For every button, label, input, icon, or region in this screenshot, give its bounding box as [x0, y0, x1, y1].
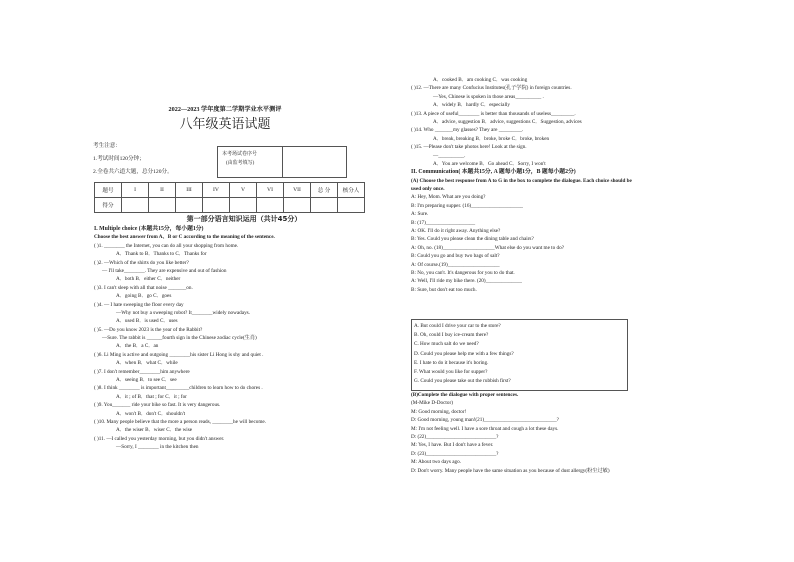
choice-item: C. How much salt do we need? [414, 341, 479, 348]
score-header-cell: IV [203, 183, 230, 198]
answer-options: A．the wiser B．wiser C．the wise [116, 427, 193, 434]
left-column [94, 225, 275, 452]
score-header-row [95, 183, 365, 198]
exam-subtitle: 2022—2023 学年度第二学期学业水平测评 [168, 106, 282, 113]
score-header-cell: VI [257, 183, 284, 198]
dialogue-line: B: Could you go and buy two bags of salt? [411, 253, 500, 260]
score-cell [257, 198, 284, 213]
score-value-row [95, 198, 365, 213]
score-header-cell: VII [284, 183, 311, 198]
choice-list [414, 322, 514, 386]
score-header-cell: 题号 [95, 183, 122, 198]
question-line: ( )10. Many people believe that the more a person reads, ________he will become. [94, 418, 266, 425]
code-box-label: 本考场试卷序号 [222, 152, 258, 157]
answer-options: A．it ; of B．that ; for C．it ; for [116, 393, 187, 400]
score-cell [284, 198, 311, 213]
notes-line: 2.全卷共六道大题，总分120分。 [93, 169, 173, 175]
question-line: ( )7. I don't remember________him anywhere [94, 368, 190, 375]
section-heading: I. Multiple choice (本题共15分，每小题1分) [94, 226, 204, 232]
choice-box [411, 319, 628, 391]
choice-item: A. But could I drive your car to the store? [414, 323, 501, 329]
answer-options: A．widely B．hardly C．especially [433, 102, 510, 109]
answer-options: A．seeing B．to see C．see [116, 377, 177, 384]
score-header-cell: V [230, 183, 257, 198]
answer-options: A．advice, suggestion B．advice, suggestions C．Suggestion, advices [433, 118, 582, 125]
dialogue-line: M: About two days ago. [411, 459, 461, 466]
question-line: —Why not buy a sweeping robot? It________widely nowadays. [116, 309, 250, 316]
question-line: ( )9. You_______ ride your bike so fast. It is very dangerous. [94, 402, 221, 409]
dialogue-line: A: Hey, Mom. What are you doing? [411, 194, 486, 201]
section-heading: II. Communication( 本题共15分, A 题每小题1分，B 题每小题2分) [411, 169, 576, 176]
score-row-label: 得分 [95, 198, 122, 213]
right-column-tail [411, 391, 610, 475]
code-box-divider [282, 147, 283, 177]
dialogue-line: B: Yes. Could you please clean the dining table and chairs? [411, 236, 534, 243]
answer-options: A．used B．is used C．uses [116, 318, 178, 325]
dialogue-line: D: Don't worry. Many people have the same situation as you because of dust allergy(粉尘过敏) [411, 467, 610, 474]
dialogue-line: A: Of course.(19)____________________ [411, 261, 500, 268]
score-cell [176, 198, 203, 213]
score-header-cell: III [176, 183, 203, 198]
part1-title: 第一部分语言知识运用（共计45分） [186, 215, 302, 223]
question-line: ( )5. —Do you know 2023 is the year of the Rabbit? [94, 326, 203, 333]
dialogue-line: B: I'm preparing supper. (16)____________________ [411, 202, 524, 209]
exam-title: 八年级英语试题 [179, 117, 271, 132]
score-cell [230, 198, 257, 213]
question-line: ( )3. I can't sleep with all that noise _______on. [94, 284, 193, 291]
score-cell [149, 198, 176, 213]
score-header-cell: 核分人 [338, 183, 365, 198]
question-line: ( )13. A piece of useful________ is better than thousands of useless_________. [411, 110, 576, 117]
notes-heading: 考生注意： [93, 143, 121, 149]
right-column [411, 76, 632, 294]
choice-item: D. Could you please help me with a few things? [414, 350, 514, 357]
dialogue-line: A: OK. I'll do it right away. Anything else? [411, 228, 501, 235]
dialogue-line: A: Oh, no. (18)____________________What else do you want me to do? [411, 244, 565, 251]
choice-item: G. Could you please take out the rubbish first? [414, 378, 511, 385]
question-line: ( )12. —There are many Confucius Institutes(孔子学院) in foreign countries. [411, 85, 572, 92]
choice-item: B. Oh, could I buy ice-cream there? [414, 332, 489, 339]
question-line: —__________. [433, 152, 466, 159]
score-header-cell: II [149, 183, 176, 198]
code-box-note: (由监考填写) [226, 161, 255, 166]
dialogue-line: A: Sure. [411, 211, 429, 218]
dialogue-line: B: No, you can't. It's dangerous for you to do that. [411, 269, 515, 276]
exam-code-box [217, 146, 347, 178]
question-line: ( )2. —Which of the shirts do you like better? [94, 259, 189, 266]
dialogue-line: D: (23)___________________________? [411, 450, 499, 457]
dialogue-line: B: Sure, but don't eat too much. [411, 286, 477, 293]
section-instruction: Choose the best answer from A、B or C according to the meaning of the sentence. [94, 234, 275, 241]
question-line: — I'll take________. They are expensive and out of fashion [102, 267, 227, 274]
candidate-notes [93, 140, 173, 179]
question-line: —Sorry, I ________ in the kitchen then [116, 444, 199, 451]
score-header-cell: 总 分 [311, 183, 338, 198]
answer-options: A．break, breaking B．broke, broke C．broke, broken [433, 135, 550, 142]
dialogue-line: (M-Mike D-Doctor) [411, 400, 453, 407]
score-cell [338, 198, 365, 213]
dialogue-line: M: Good morning, doctor! [411, 408, 467, 415]
question-line: ( )11. —I called you yesterday morning, but you didn't answer. [94, 435, 225, 442]
dialogue-line: D: Good morning, young man!(21)____________________________? [411, 417, 559, 424]
answer-options: A．the B．a C．an [116, 343, 159, 350]
dialogue-line: M: Yes, I have. But I don't have a fever. [411, 442, 494, 449]
section-instruction: used only once. [411, 186, 445, 193]
question-line: ( )6. Li Ming is active and outgoing ________his sister Li Hong is shy and quiet . [94, 351, 264, 358]
answer-options: A．won't B．don't C．shouldn't [116, 410, 186, 417]
question-line: ( )1. ________ the Internet, you can do all your shopping from home. [94, 242, 239, 249]
dialogue-line: M: I'm not feeling well. I have a sore throat and cough a lot these days. [411, 425, 559, 432]
answer-options: A．You are welcome B．Go ahead C．Sorry, I won't [433, 160, 546, 167]
answer-options: A．cooked B．am cooking C．was cooking [433, 77, 528, 83]
dialogue-line: B: (17)___________________ [411, 219, 476, 226]
score-cell [122, 198, 149, 213]
question-line: ( )15. —Please don't take photos here! Look at the sign. [411, 144, 527, 151]
question-line: ( )14. Who _______my glasses? They are _________. [411, 127, 524, 134]
score-table [94, 182, 365, 213]
choice-item: F. What would you like for supper? [414, 369, 488, 376]
score-header-cell: I [122, 183, 149, 198]
section-instruction: (A) Choose the best response from A to G in the box to complete the dialogue. Each choice should be [411, 177, 632, 184]
dialogue-line: D: (22)___________________________? [411, 433, 499, 440]
dialogue-line: A: Well, I'll ride my bike there. (20)______________ [411, 278, 522, 285]
question-line: —Yes, Chinese is spoken in those areas__________ . [433, 93, 544, 100]
answer-options: A．Thank to B．Thanks to C．Thanks for [116, 251, 207, 258]
question-line: ( )4. — I hate sweeping the floor every day [94, 301, 184, 308]
score-cell [203, 198, 230, 213]
question-line: ( )8. I think ________ is important_________children to learn how to do chores . [94, 385, 263, 392]
answer-options: A．when B．what C．while [116, 360, 178, 367]
notes-line: 1.考试时间120分钟； [93, 156, 145, 162]
answer-options: A．both B．either C．neither [116, 276, 181, 283]
section-instruction: (B)Complete the dialogue with proper sentences. [411, 392, 519, 398]
choice-item: E. I hate to do it because it's boring. [414, 359, 489, 366]
question-line: —Sure. The rabbit is ______fourth sign in the Chinese zodiac cycle(生肖) [102, 335, 257, 342]
score-cell [311, 198, 338, 213]
answer-options: A．going B．go C．goes [116, 293, 172, 300]
